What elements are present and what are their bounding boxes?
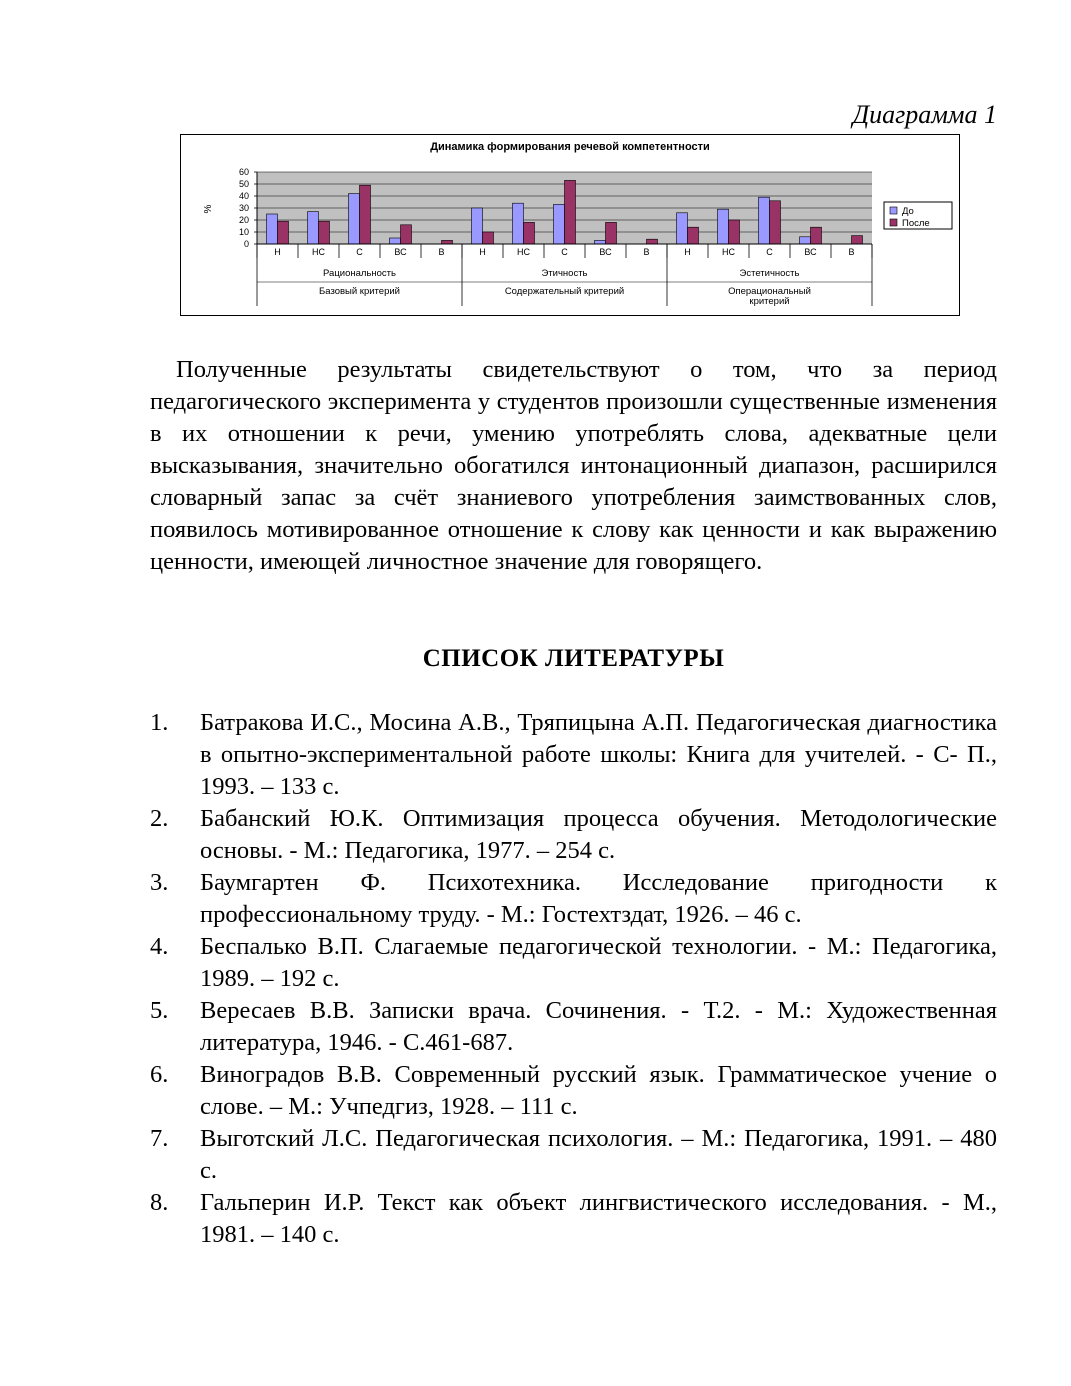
bar-before	[267, 214, 278, 244]
bar-after	[770, 201, 781, 244]
reference-text: Батракова И.С., Мосина А.В., Тряпицына А.П. Педагогическая диагностика в опытно-экспериментальной работе школы: Книга для учителей. - С- П., 1993. – 133 с.	[200, 709, 997, 800]
y-tick-label: 40	[238, 191, 249, 201]
reference-number: 4.	[150, 933, 169, 960]
bar-before	[800, 237, 811, 244]
reference-number: 2.	[150, 805, 169, 832]
reference-text: Виноградов В.В. Современный русский язык. Грамматическое учение о слове. – М.: Учпедгиз, 1928. – 111 с.	[200, 1061, 997, 1120]
reference-number: 7.	[150, 1125, 169, 1152]
group-label: Этичность	[541, 268, 588, 279]
legend	[884, 202, 952, 229]
y-tick-label: 0	[243, 239, 249, 249]
bar-after	[729, 220, 740, 244]
x-tick-label: С	[356, 247, 363, 257]
criterion-label: Операциональный	[728, 286, 811, 297]
reference-text: Беспалько В.П. Слагаемые педагогической технологии. - М.: Педагогика, 1989. – 192 с.	[200, 933, 997, 992]
bar-after	[565, 180, 576, 244]
criterion-label-line2: критерий	[749, 296, 790, 307]
bar-before	[390, 238, 401, 244]
y-tick-label: 30	[238, 203, 249, 213]
reference-number: 8.	[150, 1189, 169, 1216]
x-tick-label: НС	[312, 247, 325, 257]
x-tick-label: НС	[517, 247, 530, 257]
reference-item	[150, 867, 997, 931]
bar-before	[349, 194, 360, 244]
bar-chart	[180, 134, 960, 316]
reference-text: Гальперин И.Р. Текст как объект лингвистического исследования. - М., 1981. – 140 с.	[200, 1189, 997, 1248]
bar-after	[647, 239, 658, 244]
criterion-label: Базовый критерий	[319, 286, 400, 297]
reference-number: 3.	[150, 869, 169, 896]
criterion-label: Содержательный критерий	[504, 286, 625, 297]
x-tick-label: Н	[274, 247, 281, 257]
group-label: Эстетичность	[739, 268, 800, 279]
legend-swatch	[890, 207, 897, 214]
legend-swatch	[890, 219, 897, 226]
bar-after	[483, 232, 494, 244]
group-label: Рациональность	[323, 268, 396, 279]
reference-text: Выготский Л.С. Педагогическая психология. – М.: Педагогика, 1991. – 480 с.	[200, 1125, 997, 1184]
y-tick-label: 20	[238, 215, 249, 225]
bar-after	[524, 222, 535, 244]
bar-before	[759, 197, 770, 244]
reference-item	[150, 995, 997, 1059]
bar-before	[595, 240, 606, 244]
y-tick-label: 10	[238, 227, 249, 237]
bar-before	[472, 208, 483, 244]
legend-label: После	[902, 218, 930, 229]
bar-after	[360, 185, 371, 244]
bar-after	[278, 221, 289, 244]
bar-after	[401, 225, 412, 244]
diagram-caption: Диаграмма 1	[852, 100, 997, 129]
x-tick-label: ВС	[804, 247, 817, 257]
body-paragraph: Полученные результаты свидетельствуют о том, что за период педагогического эксперимента у студентов произошли существенные изменения в их отношении к речи, умению употреблять слова, адекватные цели высказывания, значительно обогатился интонационный диапазон, расширился словарный запас за счёт знаниевого употребления заимствованных слов, появилось мотивированное отношение к слову как ценности и как выражению ценности, имеющей личностное значение для говорящего.	[150, 356, 997, 575]
bar-after	[811, 227, 822, 244]
x-tick-label: С	[766, 247, 773, 257]
x-tick-label: ВС	[394, 247, 407, 257]
chart-title: Динамика формирования речевой компетентности	[430, 141, 710, 153]
x-tick-label: В	[848, 247, 855, 257]
reference-item	[150, 1123, 997, 1187]
bar-before	[308, 212, 319, 244]
y-tick-label: 50	[238, 179, 249, 189]
reference-text: Баумгартен Ф. Психотехника. Исследование пригодности к профессиональному труду. - М.: Гостехтздат, 1926. – 46 с.	[200, 869, 997, 928]
x-tick-label: ВС	[599, 247, 612, 257]
x-tick-label: В	[438, 247, 445, 257]
bar-after	[852, 236, 863, 244]
references-list	[150, 707, 997, 1251]
legend-label: До	[902, 206, 914, 217]
reference-item	[150, 803, 997, 867]
x-tick-label: Н	[684, 247, 691, 257]
reference-item	[150, 1187, 997, 1251]
reference-item	[150, 931, 997, 995]
bar-after	[442, 240, 453, 244]
reference-text: Бабанский Ю.К. Оптимизация процесса обучения. Методологические основы. - М.: Педагогика, 1977. – 254 с.	[200, 805, 997, 864]
bar-after	[688, 227, 699, 244]
bar-before	[718, 209, 729, 244]
bar-after	[606, 222, 617, 244]
x-tick-label: В	[643, 247, 650, 257]
reference-item	[150, 1059, 997, 1123]
reference-item	[150, 707, 997, 803]
x-tick-label: С	[561, 247, 568, 257]
y-tick-label: 60	[238, 167, 249, 177]
y-axis-label: %	[203, 204, 214, 214]
bar-after	[319, 221, 330, 244]
bar-before	[554, 204, 565, 244]
x-tick-label: Н	[479, 247, 486, 257]
reference-number: 6.	[150, 1061, 169, 1088]
references-heading: СПИСОК ЛИТЕРАТУРЫ	[422, 645, 725, 672]
bar-before	[677, 213, 688, 244]
reference-number: 1.	[150, 709, 169, 736]
reference-number: 5.	[150, 997, 169, 1024]
bar-before	[513, 203, 524, 244]
x-tick-label: НС	[722, 247, 735, 257]
reference-text: Вересаев В.В. Записки врача. Сочинения. - Т.2. - М.: Художественная литература, 1946. - С.461-687.	[200, 997, 997, 1056]
